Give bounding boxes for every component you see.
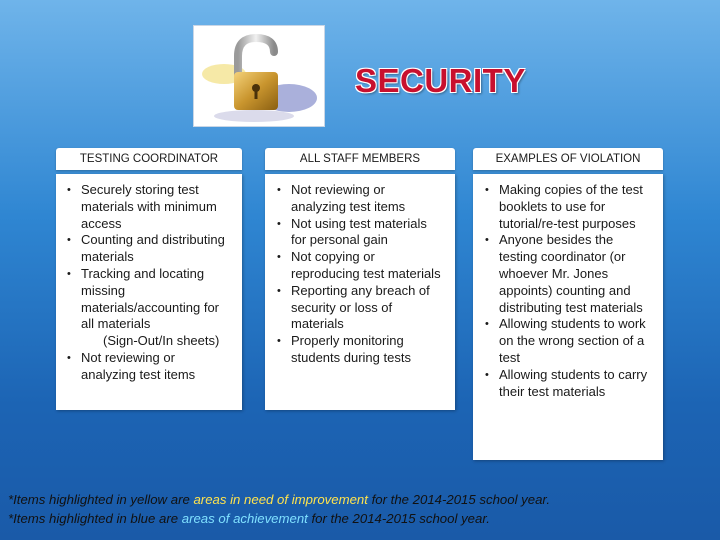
list-item: • Not copying or reproducing test materials [277, 249, 443, 283]
slide-title: SECURITY [355, 62, 526, 99]
list-item: • Tracking and locating missing materials/accounting for all materials (Sign-Out/In sheets) [67, 266, 230, 350]
column-card-testing-coordinator [56, 174, 242, 410]
footer-line-yellow: *Items highlighted in yellow are areas in need of improvement for the 2014-2015 school year. [8, 492, 550, 507]
list-item: • Anyone besides the testing coordinator (or whoever Mr. Jones appoints) counting and distributing test materials [485, 232, 651, 316]
footer-notes [8, 490, 713, 528]
indented-note: (Sign-Out/In sheets) [103, 333, 220, 349]
list-item: • Not using test materials for personal gain [277, 216, 443, 250]
examples-of-violation-list [473, 174, 663, 400]
list-item: • Reporting any breach of security or loss of materials [277, 283, 443, 333]
list-item: • Allowing students to work on the wrong section of a test [485, 316, 651, 366]
list-item: • Properly monitoring students during tests [277, 333, 443, 367]
list-item: • Counting and distributing materials [67, 232, 230, 266]
list-item: • Not reviewing or analyzing test items [277, 182, 443, 216]
list-item: • Allowing students to carry their test materials [485, 367, 651, 401]
list-item: • Making copies of the test booklets to use for tutorial/re-test purposes [485, 182, 651, 232]
column-header-examples-of-violation: EXAMPLES OF VIOLATION [473, 148, 663, 170]
highlight-improvement: areas in need of improvement [193, 492, 368, 507]
list-item: • Securely storing test materials with minimum access [67, 182, 230, 232]
column-header-testing-coordinator: TESTING COORDINATOR [56, 148, 242, 170]
highlight-achievement: areas of achievement [181, 511, 308, 526]
padlock-icon [194, 26, 324, 126]
column-card-examples-of-violation [473, 174, 663, 460]
column-card-all-staff-members [265, 174, 455, 410]
column-header-all-staff-members: ALL STAFF MEMBERS [265, 148, 455, 170]
footer-line-blue: *Items highlighted in blue are areas of achievement for the 2014-2015 school year. [8, 511, 490, 526]
list-item: • Not reviewing or analyzing test items [67, 350, 230, 384]
security-logo [193, 25, 325, 127]
all-staff-members-list [265, 174, 455, 367]
testing-coordinator-list [56, 174, 242, 384]
